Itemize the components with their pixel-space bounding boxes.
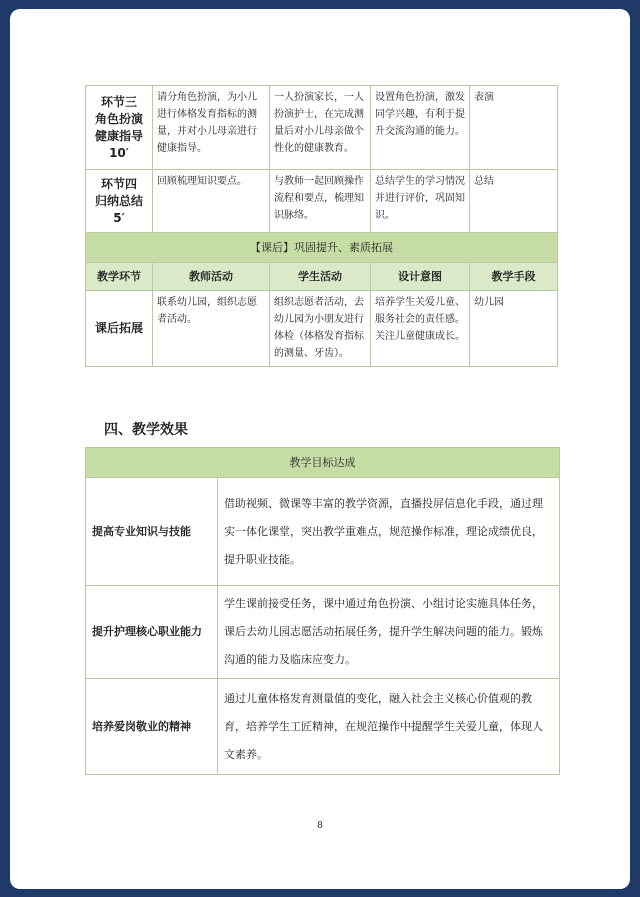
header-row	[86, 263, 558, 291]
header-means: 教学手段	[470, 263, 558, 291]
teacher-activity-cell: 联系幼儿园，组织志愿者活动。	[153, 291, 270, 367]
stage-line: 归纳总结	[94, 193, 143, 208]
table-row	[86, 86, 558, 170]
stage-line: 角色扮演	[94, 111, 143, 126]
section-title: 四、教学效果	[104, 422, 188, 438]
header-intent: 设计意图	[371, 263, 470, 291]
stage-cell: 课后拓展	[86, 291, 153, 367]
design-intent-cell: 培养学生关爱儿童、服务社会的责任感。关注儿童健康成长。	[371, 291, 470, 367]
lesson-plan-table	[85, 85, 558, 367]
section-band-row	[86, 448, 560, 478]
document-page	[10, 9, 630, 889]
description-cell: 通过儿童体格发育测量值的变化，融入社会主义核心价值观的教育，培养学生工匠精神，在规范操作中提醒学生关爱儿童，体现人文素养。	[218, 679, 560, 775]
description-cell: 学生课前接受任务，课中通过角色扮演、小组讨论实施具体任务，课后去幼儿园志愿活动拓展任务，提升学生解决问题的能力。锻炼沟通的能力及临床应变力。	[218, 586, 560, 679]
page-number: 8	[317, 821, 323, 831]
effects-band: 教学目标达成	[86, 448, 560, 478]
effects-table	[85, 447, 560, 775]
description-cell: 借助视频、微课等丰富的教学资源，直播投屏信息化手段，通过理实一体化课堂，突出教学重难点，规范操作标准，理论成绩优良，提升职业技能。	[218, 478, 560, 586]
header-stage: 教学环节	[86, 263, 153, 291]
header-teacher: 教师活动	[153, 263, 270, 291]
student-activity-cell: 组织志愿者活动，去幼儿园为小朋友进行体检（体格发育指标的测量、牙齿）。	[270, 291, 371, 367]
section-band-row	[86, 233, 558, 263]
table-row	[86, 586, 560, 679]
after-class-band: 【课后】巩固提升、素质拓展	[86, 233, 558, 263]
table-row	[86, 170, 558, 233]
teaching-means-cell: 表演	[470, 86, 558, 170]
design-intent-cell: 设置角色扮演，激发同学兴趣，有利于提升交流沟通的能力。	[371, 86, 470, 170]
stage-cell	[86, 170, 153, 233]
student-activity-cell: 与教师一起回顾操作流程和要点，梳理知识脉络。	[270, 170, 371, 233]
student-activity-cell: 一人扮演家长，一人扮演护士，在完成测量后对小儿母亲做个性化的健康教育。	[270, 86, 371, 170]
table-row	[86, 478, 560, 586]
header-student: 学生活动	[270, 263, 371, 291]
table-row	[86, 291, 558, 367]
stage-line: 环节三	[100, 94, 137, 109]
goal-cell: 提高专业知识与技能	[86, 478, 218, 586]
stage-cell	[86, 86, 153, 170]
goal-cell: 提升护理核心职业能力	[86, 586, 218, 679]
stage-line: 环节四	[100, 176, 137, 191]
teacher-activity-cell: 请分角色扮演，为小儿进行体格发育指标的测量，并对小儿母亲进行健康指导。	[153, 86, 270, 170]
goal-cell: 培养爱岗敬业的精神	[86, 679, 218, 775]
teaching-means-cell: 幼儿园	[470, 291, 558, 367]
table-row	[86, 679, 560, 775]
teacher-activity-cell: 回顾梳理知识要点。	[153, 170, 270, 233]
stage-line: 5′	[113, 210, 125, 225]
design-intent-cell: 总结学生的学习情况并进行评价，巩固知识。	[371, 170, 470, 233]
teaching-means-cell: 总结	[470, 170, 558, 233]
stage-line: 10′	[109, 145, 129, 160]
stage-line: 健康指导	[94, 128, 143, 143]
